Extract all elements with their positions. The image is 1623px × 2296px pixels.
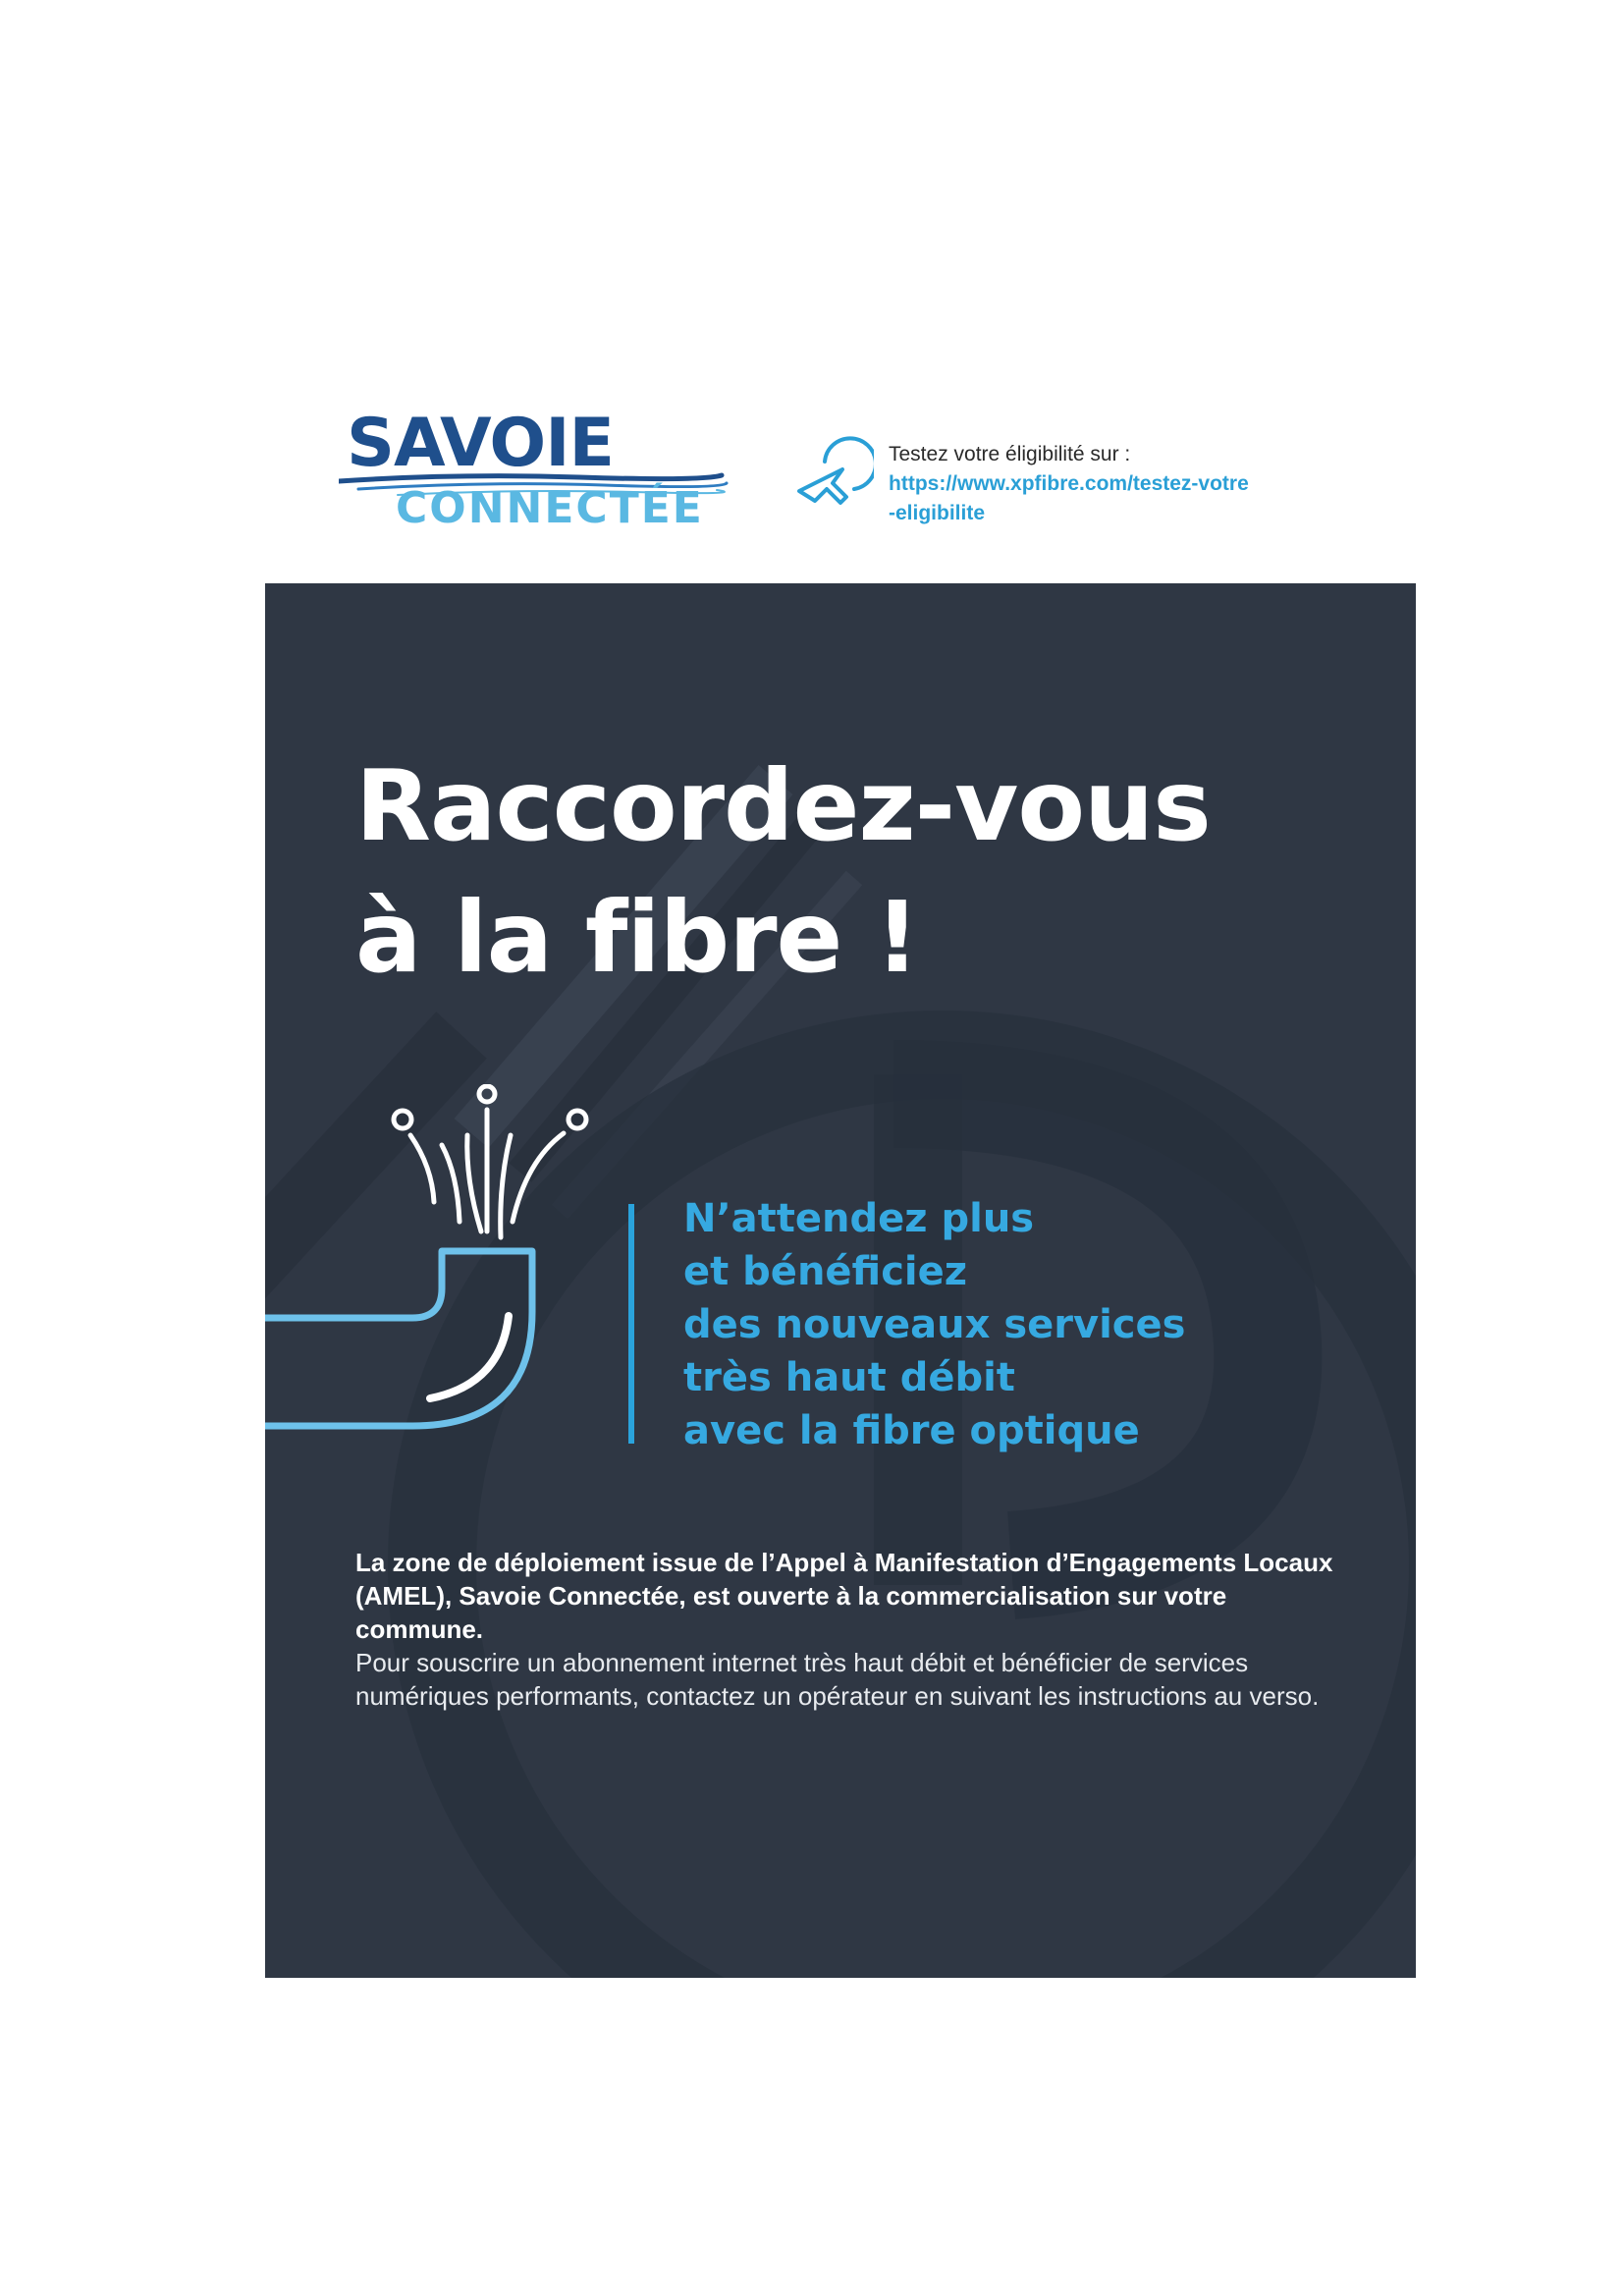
body-bold-text: La zone de déploiement issue de l’Appel à Manifestation d’Engagements Locaux (AMEL), Savoie Connectée, est ouverte à la commercialisation sur votre commune. <box>355 1548 1333 1644</box>
tagline-line-3: des nouveaux services <box>683 1302 1186 1347</box>
logo-word-connectee: CONNECTÉE <box>396 483 704 533</box>
body-regular-text: Pour souscrire un abonnement internet très haut débit et bénéficier de services numériques performants, contactez un opérateur en suivant les instructions au verso. <box>355 1648 1320 1711</box>
eligibility-url-line2[interactable]: -eligibilite <box>889 502 986 524</box>
headline-line-1: Raccordez-vous <box>355 748 1211 863</box>
headline <box>355 740 1211 1004</box>
eligibility-block <box>889 440 1340 528</box>
tagline <box>683 1192 1185 1457</box>
body-paragraph <box>355 1546 1347 1713</box>
logo-word-savoie: SAVOIE <box>347 405 614 482</box>
cursor-click-icon <box>785 432 874 520</box>
fiber-optic-cable-icon <box>265 1084 599 1448</box>
fibre-poster <box>265 583 1416 1978</box>
eligibility-url-line1[interactable]: https://www.xpfibre.com/testez-votre <box>889 472 1249 495</box>
savoie-connectee-logo <box>339 405 731 538</box>
accent-divider <box>628 1204 634 1444</box>
tagline-line-1: N’attendez plus <box>683 1196 1035 1241</box>
tagline-line-2: et bénéficiez <box>683 1249 968 1294</box>
eligibility-label: Testez votre éligibilité sur : <box>889 443 1131 465</box>
tagline-line-4: très haut débit <box>683 1355 1015 1400</box>
eligibility-link[interactable] <box>889 469 1340 528</box>
tagline-line-5: avec la fibre optique <box>683 1408 1140 1453</box>
headline-line-2: à la fibre ! <box>355 880 919 995</box>
